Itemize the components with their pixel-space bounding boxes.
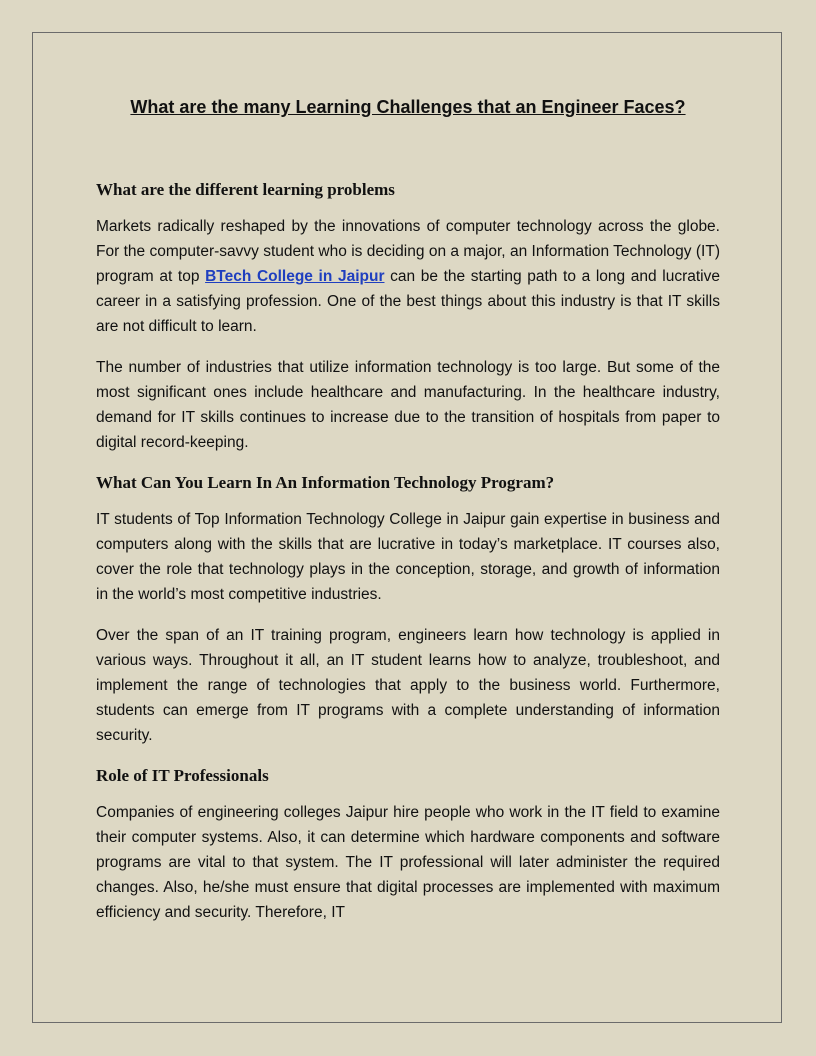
document-body: [96, 178, 720, 941]
paragraph-text: Markets radically reshaped by the innovations of computer technology across the globe. For the computer-savvy student who is deciding on a major, an Information Technology (IT) program at top: [96, 218, 720, 285]
document-title: What are the many Learning Challenges that an Engineer Faces?: [130, 97, 686, 117]
paragraph: The number of industries that utilize information technology is too large. But some of the most significant ones include healthcare and manufacturing. In the healthcare industry, demand for IT skills continues to increase due to the transition of hospitals from paper to digital record-keeping.: [96, 359, 720, 451]
btech-college-link[interactable]: BTech College in Jaipur: [205, 268, 385, 285]
section-heading-learning-problems: What are the different learning problems: [96, 180, 395, 199]
paragraph: IT students of Top Information Technology College in Jaipur gain expertise in business and computers along with the skills that are lucrative in today’s marketplace. IT courses also, cover the role that technology plays in the conception, storage, and growth of information in the world’s most competitive industries.: [96, 511, 720, 603]
paragraph-text: can be the starting path to a long and lucrative career in a satisfying profession. One of the best things about this industry is that IT skills are not difficult to learn.: [96, 268, 720, 335]
paragraph: Companies of engineering colleges Jaipur hire people who work in the IT field to examine their computer systems. Also, it can determine which hardware components and software programs are vital to that system. The IT professional will later administer the required changes. Also, he/she must ensure that digital processes are implemented with maximum efficiency and security. Therefore, IT: [96, 804, 720, 921]
paragraph: [96, 214, 720, 339]
section-heading-it-program: What Can You Learn In An Information Technology Program?: [96, 473, 555, 492]
section-heading-it-professionals: Role of IT Professionals: [96, 766, 269, 785]
paragraph: Over the span of an IT training program, engineers learn how technology is applied in various ways. Throughout it all, an IT student learns how to analyze, troubleshoot, and implement the range of technologies that apply to the business world. Furthermore, students can emerge from IT programs with a complete understanding of information security.: [96, 627, 720, 744]
